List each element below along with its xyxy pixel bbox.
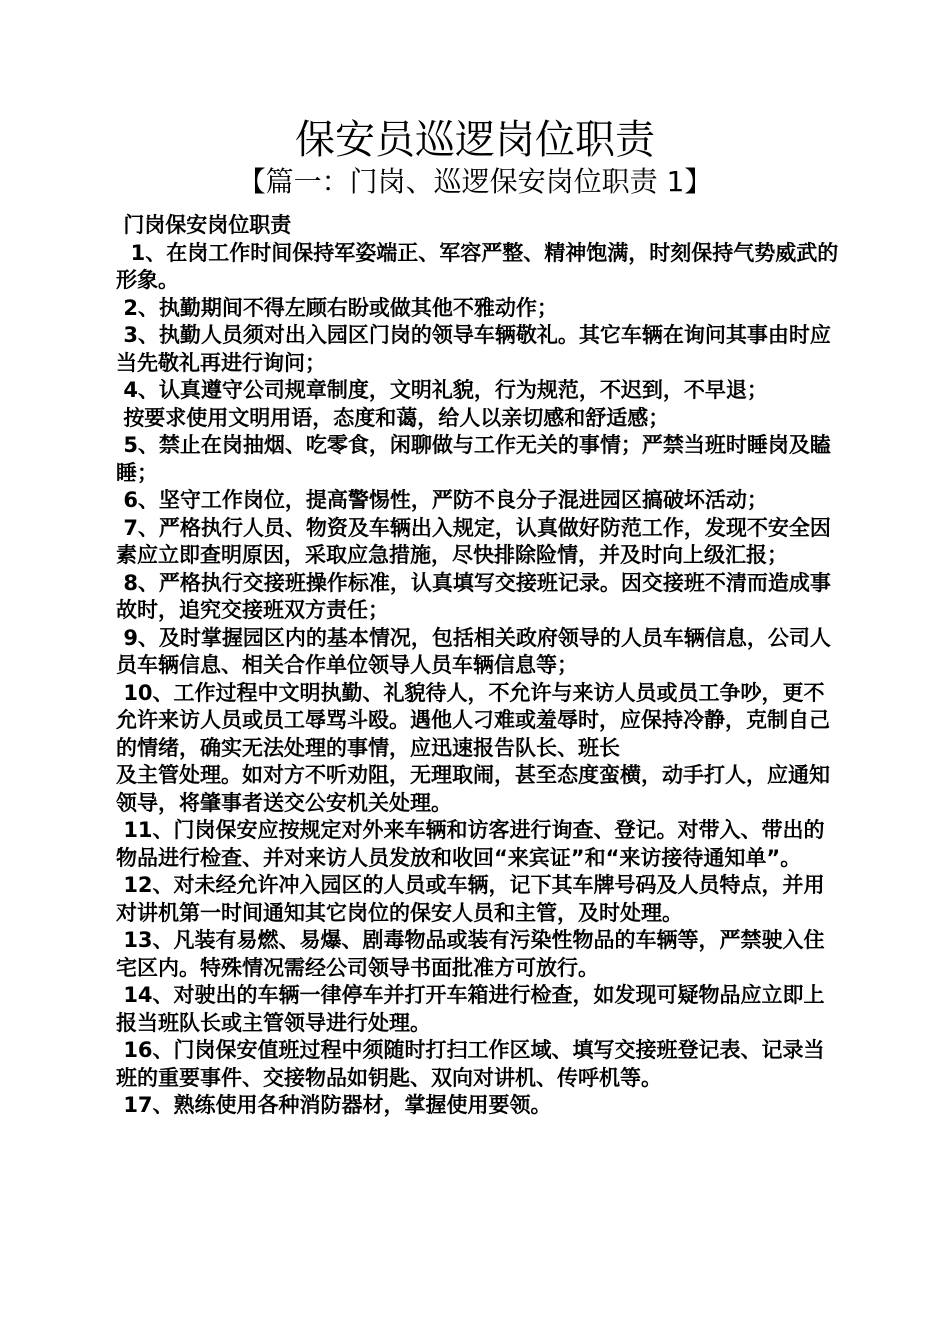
paragraph: 及主管处理。如对方不听劝阻，无理取闹，甚至态度蛮横，动手打人，应通知领导，将肇事者送交公安机关处理。	[116, 763, 830, 815]
paragraph: 4、认真遵守公司规章制度，文明礼貌，行为规范，不迟到，不早退；	[116, 378, 768, 402]
document-title: 保安员巡逻岗位职责	[295, 117, 655, 163]
paragraph: 7、严格执行人员、物资及车辆出入规定，认真做好防范工作，发现不安全因素应立即查明原因，采取应急措施，尽快排除险情，并及时向上级汇报；	[116, 515, 831, 567]
paragraph: 1、在岗工作时间保持军姿端正、军容严整、精神饱满，时刻保持气势威武的形象。	[116, 240, 839, 292]
document-subtitle: 【篇一：门岗、巡逻保安岗位职责 1】	[237, 165, 713, 198]
paragraph: 6、坚守工作岗位，提高警惕性，严防不良分子混进园区搞破坏活动；	[116, 488, 768, 512]
paragraph: 3、执勤人员须对出入园区门岗的领导车辆敬礼。其它车辆在询问其事由时应当先敬礼再进行询问；	[116, 323, 831, 375]
paragraph: 16、门岗保安值班过程中须随时打扫工作区域、填写交接班登记表、记录当班的重要事件、交接物品如钥匙、双向对讲机、传呼机等。	[116, 1038, 825, 1090]
paragraph: 8、严格执行交接班操作标准，认真填写交接班记录。因交接班不清而造成事故时，追究交接班双方责任；	[116, 570, 831, 622]
paragraph: 17、熟练使用各种消防器材，掌握使用要领。	[116, 1093, 552, 1117]
paragraph: 14、对驶出的车辆一律停车并打开车箱进行检查，如发现可疑物品应立即上报当班队长或主管领导进行处理。	[116, 983, 825, 1035]
paragraph: 10、工作过程中文明执勤、礼貌待人，不允许与来访人员或员工争吵，更不允许来访人员或员工辱骂斗殴。遇他人刁难或羞辱时，应保持冷静，克制自己的情绪，确实无法处理的事情，应迅速报告队长、班长	[116, 680, 830, 760]
section-heading: 门岗保安岗位职责	[116, 213, 292, 237]
paragraph: 12、对未经允许冲入园区的人员或车辆，记下其车牌号码及人员特点，并用对讲机第一时间通知其它岗位的保安人员和主管，及时处理。	[116, 873, 825, 925]
paragraph: 按要求使用文明用语，态度和蔼，给人以亲切感和舒适感；	[116, 405, 670, 430]
paragraph: 5、禁止在岗抽烟、吃零食，闲聊做与工作无关的事情；严禁当班时睡岗及瞌睡；	[116, 433, 831, 485]
paragraph: 2、执勤期间不得左顾右盼或做其他不雅动作；	[116, 295, 558, 320]
paragraph: 11、门岗保安应按规定对外来车辆和访客进行询查、登记。对带入、带出的物品进行检查、并对来访人员发放和收回“来宾证”和“来访接待通知单”。	[116, 818, 825, 870]
paragraph: 13、凡装有易燃、易爆、剧毒物品或装有污染性物品的车辆等，严禁驶入住宅区内。特殊情况需经公司领导书面批准方可放行。	[116, 928, 825, 980]
paragraph: 9、及时掌握园区内的基本情况，包括相关政府领导的人员车辆信息，公司人员车辆信息、相关合作单位领导人员车辆信息等；	[116, 625, 831, 677]
document-body	[116, 212, 844, 1120]
